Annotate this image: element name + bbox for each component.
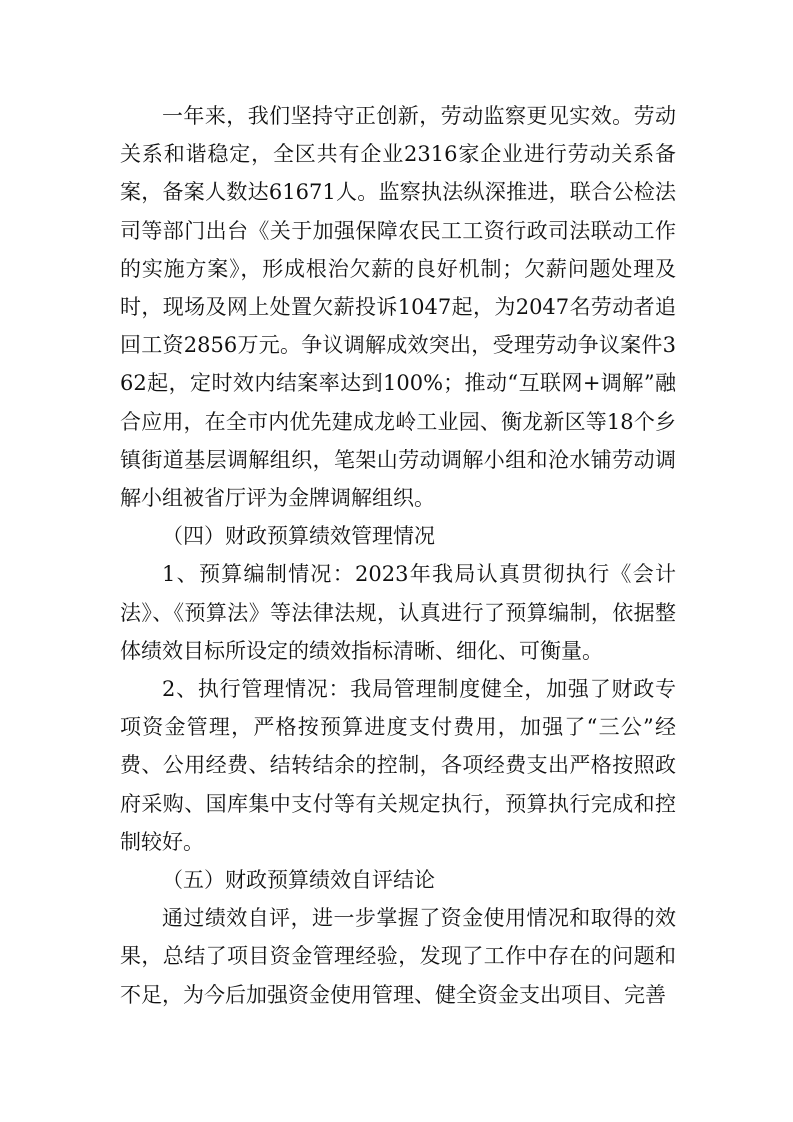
paragraph-labor-inspection: 一年来，我们坚持守正创新，劳动监察更见实效。劳动关系和谐稳定，全区共有企业2316家企业进行劳动关系备案，备案人数达61671人。监察执法纵深推进，联合公检法司等部门出台《关于加强保障农民工工资行政司法联动工作的实施方案》，形成根治欠薪的良好机制；欠薪问题处理及时，现场及网上处置欠薪投诉1047起，为2047名劳动者追回工资2856万元。争议调解成效突出，受理劳动争议案件362起，定时效内结案率达到100%；推动“互联网+调解”融合应用，在全市内优先建成龙岭工业园、衡龙新区等18个乡镇街道基层调解组织，笔架山劳动调解小组和沧水铺劳动调解小组被省厅评为金牌调解组织。	[120, 104, 676, 511]
paragraph-self-evaluation: 通过绩效自评，进一步掌握了资金使用情况和取得的效果，总结了项目资金管理经验，发现了工作中存在的问题和不足，为今后加强资金使用管理、健全资金支出项目、完善	[120, 906, 676, 1007]
paragraph-budget-preparation: 1、预算编制情况：2023年我局认真贯彻执行《会计法》、《预算法》等法律法规，认真进行了预算编制，依据整体绩效目标所设定的绩效指标清晰、细化、可衡量。	[120, 562, 676, 663]
section-heading-4: （四）财政预算绩效管理情况	[162, 524, 435, 549]
section-heading-5: （五）财政预算绩效自评结论	[162, 868, 435, 893]
document-body	[120, 97, 676, 1014]
paragraph-execution-management: 2、执行管理情况：我局管理制度健全，加强了财政专项资金管理，严格按预算进度支付费用，加强了“三公”经费、公用经费、结转结余的控制，各项经费支出严格按照政府采购、国库集中支付等有关规定执行，预算执行完成和控制较好。	[120, 677, 676, 854]
